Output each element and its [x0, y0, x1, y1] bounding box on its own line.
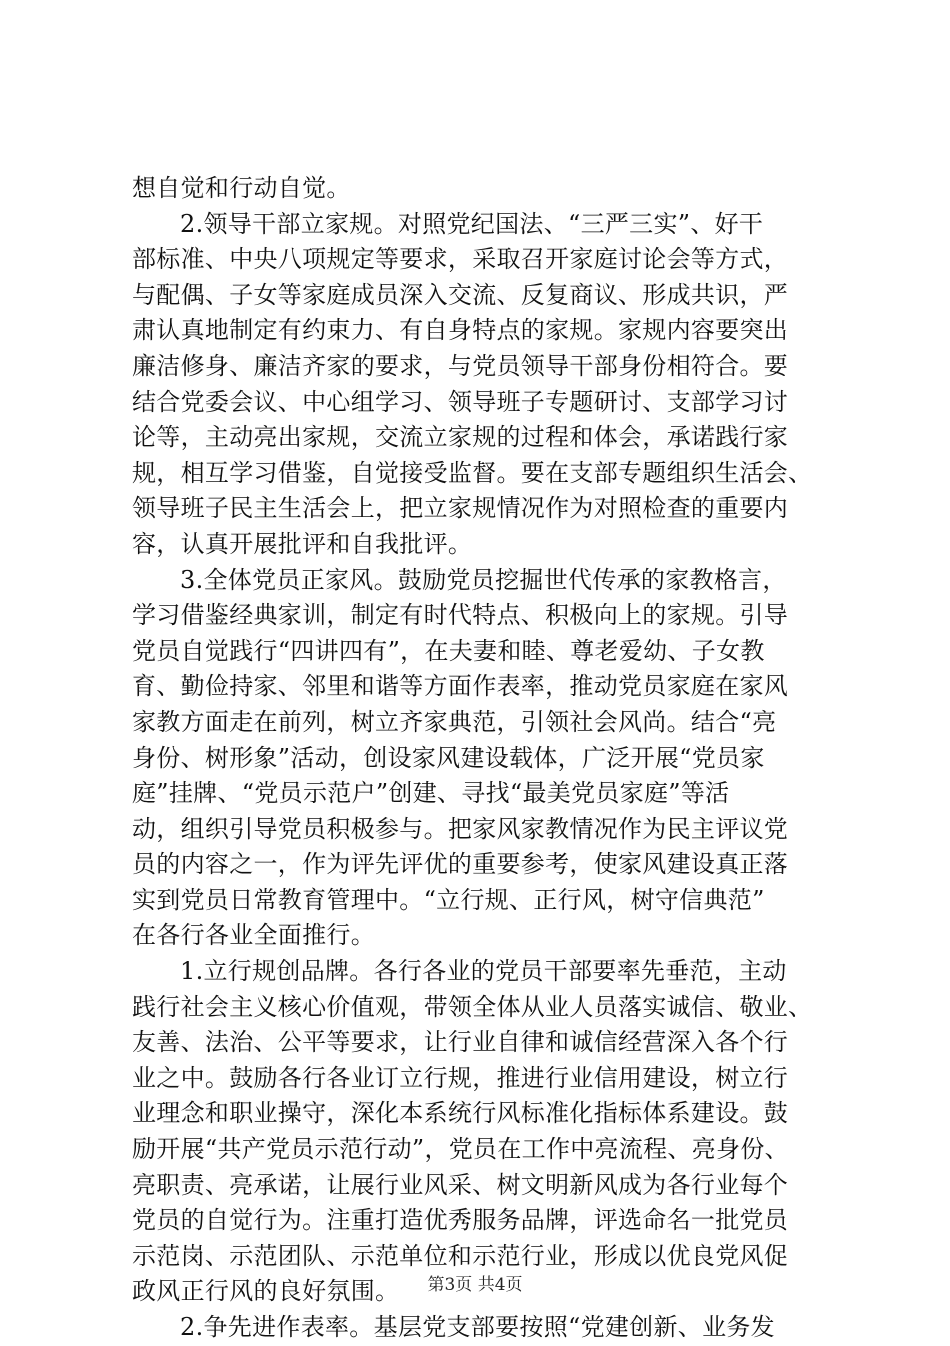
text-line: 员的内容之一，作为评先评优的重要参考，使家风建设真正落 [132, 850, 789, 879]
text-line: 庭”挂牌、“党员示范户”创建、寻找“最美党员家庭”等活 [132, 779, 730, 808]
text-line: 结合党委会议、中心组学习、领导班子专题研讨、支部学习讨 [132, 387, 789, 416]
text-line: 励开展“共产党员示范行动”，党员在工作中亮流程、亮身份、 [132, 1135, 789, 1164]
text-line: 领导班子民主生活会上，把立家规情况作为对照检查的重要内 [132, 494, 789, 523]
text-line: 示范岗、示范团队、示范单位和示范行业，形成以优良党风促 [132, 1241, 789, 1270]
text-line: 实到党员日常教育管理中。“立行规、正行风，树守信典范” [132, 885, 765, 914]
paragraph-start-line: 2.争先进作表率。基层党支部要按照“党建创新、业务发 [180, 1313, 775, 1341]
body-text [132, 171, 834, 1346]
text-line: 容，认真开展批评和自我批评。 [132, 529, 473, 558]
text-line: 廉洁修身、廉洁齐家的要求，与党员领导干部身份相符合。要 [132, 351, 789, 380]
paragraph-start-line: 2.领导干部立家规。对照党纪国法、“三严三实”、好干 [180, 209, 764, 238]
text-line: 友善、法治、公平等要求，让行业自律和诚信经营深入各个行 [132, 1028, 789, 1057]
text-line: 论等，主动亮出家规，交流立家规的过程和体会，承诺践行家 [132, 423, 789, 452]
text-line: 想自觉和行动自觉。 [132, 174, 351, 202]
text-line: 在各行各业全面推行。 [132, 921, 375, 950]
text-line: 党员的自觉行为。注重打造优秀服务品牌，评选命名一批党员 [132, 1206, 789, 1235]
paragraph-start-line: 1.立行规创品牌。各行各业的党员干部要率先垂范，主动 [180, 957, 787, 986]
page-number-footer: 第3页 共4页 [427, 1275, 523, 1295]
text-line: 部标准、中央八项规定等要求，采取召开家庭讨论会等方式， [132, 245, 789, 274]
text-line: 规，相互学习借鉴，自觉接受监督。要在支部专题组织生活会、 [132, 458, 813, 487]
text-line: 与配偶、子女等家庭成员深入交流、反复商议、形成共识，严 [132, 280, 789, 309]
text-line: 身份、树形象”活动，创设家风建设载体，广泛开展“党员家 [132, 743, 765, 772]
text-line: 育、勤俭持家、邻里和谐等方面作表率，推动党员家庭在家风 [132, 672, 789, 701]
text-line: 政风正行风的良好氛围。 [132, 1277, 400, 1306]
text-line: 践行社会主义核心价值观，带领全体从业人员落实诚信、敬业、 [132, 992, 813, 1021]
text-line: 肃认真地制定有约束力、有自身特点的家规。家规内容要突出 [132, 316, 789, 345]
text-line: 业之中。鼓励各行各业订立行规，推进行业信用建设，树立行 [132, 1063, 789, 1092]
text-line: 学习借鉴经典家训，制定有时代特点、积极向上的家规。引导 [132, 601, 789, 630]
text-line: 党员自觉践行“四讲四有”，在夫妻和睦、尊老爱幼、子女教 [132, 636, 765, 665]
text-line: 家教方面走在前列，树立齐家典范，引领社会风尚。结合“亮 [132, 707, 777, 736]
text-line: 业理念和职业操守，深化本系统行风标准化指标体系建设。鼓 [132, 1099, 789, 1128]
text-line: 亮职责、亮承诺，让展行业风采、树文明新风成为各行业每个 [132, 1170, 789, 1199]
paragraph-start-line: 3.全体党员正家风。鼓励党员挖掘世代传承的家教格言， [180, 565, 787, 594]
text-line: 动，组织引导党员积极参与。把家风家教情况作为民主评议党 [132, 814, 789, 843]
